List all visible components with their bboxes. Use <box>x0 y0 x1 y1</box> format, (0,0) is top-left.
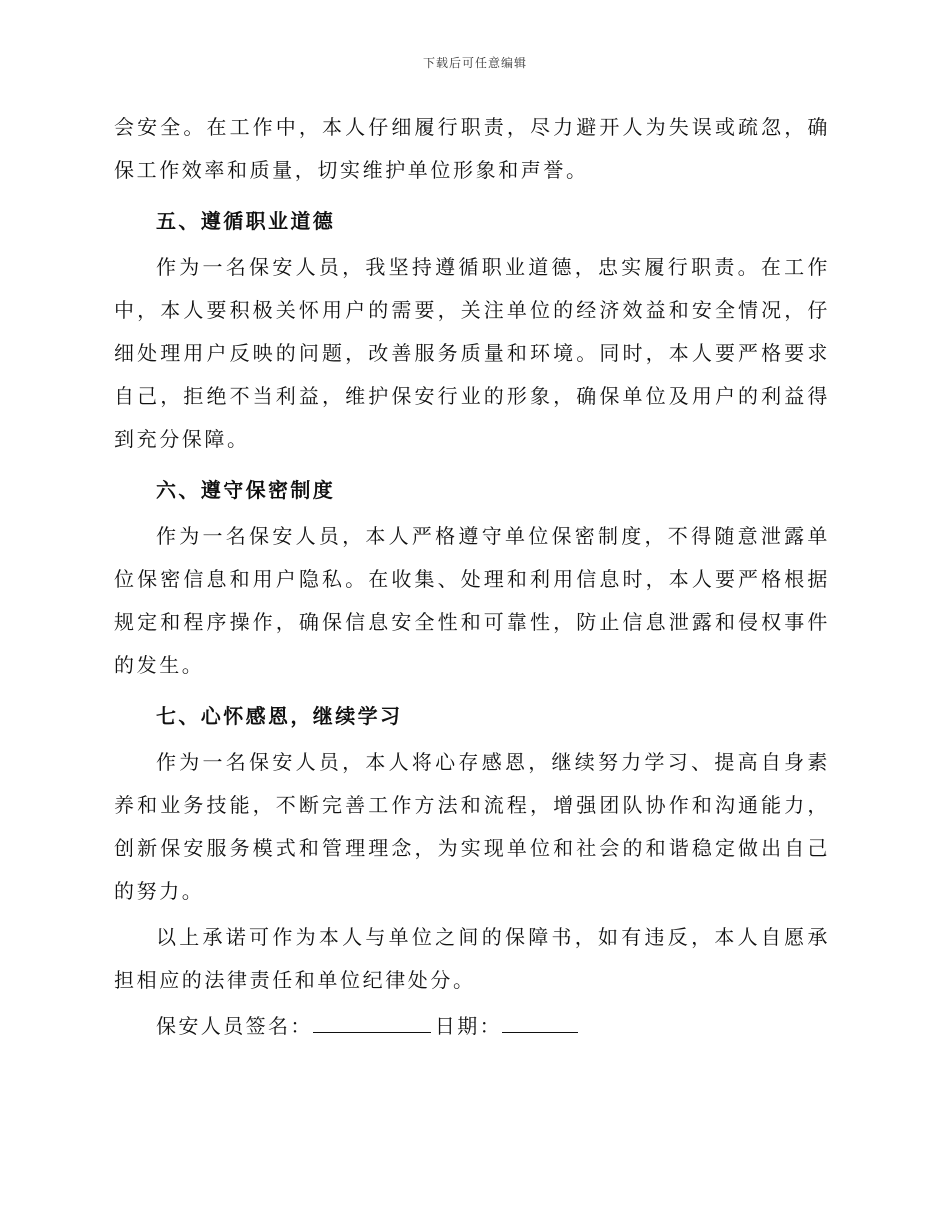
signature-blank[interactable] <box>313 1010 431 1033</box>
date-blank[interactable] <box>502 1010 578 1033</box>
page-header: 下载后可任意编辑 <box>422 56 527 70</box>
section-heading-6: 六、遵守保密制度 <box>156 478 336 502</box>
section-body-5: 作为一名保安人员，我坚持遵循职业道德，忠实履行职责。在工作中，本人要积极关怀用户的需要，关注单位的经济效益和安全情况，仔细处理用户反映的问题，改善服务质量和环境。同时，本人要严格要求自己，拒绝不当利益，维护保安行业的形象，确保单位及用户的利益得到充分保障。 <box>114 255 830 451</box>
paragraph-intro-tail: 会安全。在工作中，本人仔细履行职责，尽力避开人为失误或疏忽，确保工作效率和质量，切实维护单位形象和声誉。 <box>114 115 830 182</box>
section-heading-5: 五、遵循职业道德 <box>156 209 336 233</box>
document-body <box>114 106 830 1048</box>
section-body-7: 作为一名保安人员，本人将心存感恩，继续努力学习、提高自身素养和业务技能，不断完善工作方法和流程，增强团队协作和沟通能力，创新保安服务模式和管理理念，为实现单位和社会的和谐稳定做出自己的努力。 <box>114 750 830 903</box>
date-label: 日期： <box>434 1014 503 1038</box>
closing-paragraph: 以上承诺可作为本人与单位之间的保障书，如有违反，本人自愿承担相应的法律责任和单位纪律处分。 <box>114 925 830 992</box>
section-heading-7: 七、心怀感恩，继续学习 <box>156 704 403 728</box>
signature-line <box>114 1005 830 1048</box>
section-body-6: 作为一名保安人员，本人严格遵守单位保密制度，不得随意泄露单位保密信息和用户隐私。在收集、处理和利用信息时，本人要严格根据规定和程序操作，确保信息安全性和可靠性，防止信息泄露和侵权事件的发生。 <box>114 524 830 677</box>
signature-label: 保安人员签名： <box>156 1014 313 1038</box>
